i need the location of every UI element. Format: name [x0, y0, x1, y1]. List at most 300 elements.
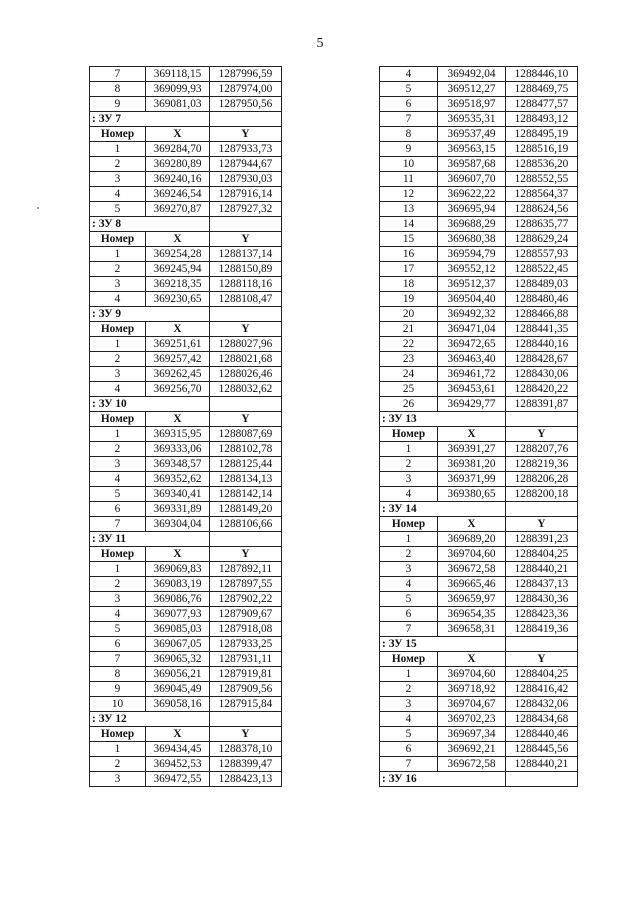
x-coordinate-cell: 369594,79 [438, 247, 506, 262]
y-coordinate-cell: 1288391,87 [506, 397, 578, 412]
y-coordinate-cell: 1288480,46 [506, 292, 578, 307]
x-coordinate-cell: 369262,45 [146, 367, 210, 382]
x-coordinate-cell: 369331,89 [146, 502, 210, 517]
header-y: Y [506, 517, 578, 532]
x-coordinate-cell: 369504,40 [438, 292, 506, 307]
table-row [90, 457, 282, 472]
x-coordinate-cell: 369065,32 [146, 652, 210, 667]
table-row [90, 667, 282, 682]
x-coordinate-cell: 369280,89 [146, 157, 210, 172]
column-header-row [90, 412, 282, 427]
x-coordinate-cell: 369256,70 [146, 382, 210, 397]
x-coordinate-cell: 369552,12 [438, 262, 506, 277]
header-x: X [146, 547, 210, 562]
point-number-cell: 3 [380, 472, 438, 487]
header-y: Y [506, 652, 578, 667]
point-number-cell: 4 [380, 67, 438, 82]
y-coordinate-cell: 1287933,73 [210, 142, 282, 157]
table-row [90, 337, 282, 352]
table-row [380, 112, 578, 127]
x-coordinate-cell: 369702,23 [438, 712, 506, 727]
point-number-cell: 23 [380, 352, 438, 367]
table-row [380, 622, 578, 637]
x-coordinate-cell: 369537,49 [438, 127, 506, 142]
x-coordinate-cell: 369058,16 [146, 697, 210, 712]
header-number: Номер [90, 127, 146, 142]
point-number-cell: 8 [90, 82, 146, 97]
table-row [380, 277, 578, 292]
table-row [380, 712, 578, 727]
x-coordinate-cell: 369492,32 [438, 307, 506, 322]
point-number-cell: 16 [380, 247, 438, 262]
x-coordinate-cell: 369270,87 [146, 202, 210, 217]
x-coordinate-cell: 369348,57 [146, 457, 210, 472]
table-row [380, 532, 578, 547]
x-coordinate-cell: 369665,46 [438, 577, 506, 592]
y-coordinate-cell: 1287902,22 [210, 592, 282, 607]
y-coordinate-cell: 1288629,24 [506, 232, 578, 247]
table-row [380, 142, 578, 157]
x-coordinate-cell: 369429,77 [438, 397, 506, 412]
point-number-cell: 2 [90, 442, 146, 457]
table-row [380, 97, 578, 112]
empty-cell [506, 772, 578, 787]
point-number-cell: 11 [380, 172, 438, 187]
point-number-cell: 4 [90, 187, 146, 202]
y-coordinate-cell: 1288027,96 [210, 337, 282, 352]
left-coordinates-column [89, 66, 282, 787]
point-number-cell: 6 [90, 502, 146, 517]
column-header-row [90, 127, 282, 142]
table-row [90, 292, 282, 307]
point-number-cell: 20 [380, 307, 438, 322]
section-header-row [380, 412, 578, 427]
table-row [380, 577, 578, 592]
point-number-cell: 1 [90, 337, 146, 352]
x-coordinate-cell: 369512,27 [438, 82, 506, 97]
x-coordinate-cell: 369099,93 [146, 82, 210, 97]
point-number-cell: 3 [90, 592, 146, 607]
table-row [90, 367, 282, 382]
y-coordinate-cell: 1288423,36 [506, 607, 578, 622]
y-coordinate-cell: 1288200,18 [506, 487, 578, 502]
empty-cell [506, 412, 578, 427]
point-number-cell: 2 [90, 157, 146, 172]
x-coordinate-cell: 369304,04 [146, 517, 210, 532]
point-number-cell: 6 [90, 637, 146, 652]
y-coordinate-cell: 1288118,16 [210, 277, 282, 292]
point-number-cell: 7 [380, 112, 438, 127]
empty-cell [210, 307, 282, 322]
y-coordinate-cell: 1288624,56 [506, 202, 578, 217]
left-coordinates-table [89, 66, 282, 787]
point-number-cell: 5 [90, 202, 146, 217]
column-header-row [90, 727, 282, 742]
table-row [380, 727, 578, 742]
point-number-cell: 2 [380, 547, 438, 562]
y-coordinate-cell: 1288446,10 [506, 67, 578, 82]
y-coordinate-cell: 1288137,14 [210, 247, 282, 262]
table-row [90, 247, 282, 262]
x-coordinate-cell: 369672,58 [438, 757, 506, 772]
x-coordinate-cell: 369463,40 [438, 352, 506, 367]
point-number-cell: 13 [380, 202, 438, 217]
header-x: X [146, 322, 210, 337]
y-coordinate-cell: 1288428,67 [506, 352, 578, 367]
section-label: : ЗУ 9 [90, 307, 210, 322]
point-number-cell: 2 [380, 457, 438, 472]
header-y: Y [210, 727, 282, 742]
right-table-body [380, 67, 578, 787]
y-coordinate-cell: 1288430,36 [506, 592, 578, 607]
point-number-cell: 3 [90, 772, 146, 787]
point-number-cell: 12 [380, 187, 438, 202]
table-row [380, 127, 578, 142]
table-row [380, 82, 578, 97]
header-y: Y [506, 427, 578, 442]
table-row [90, 487, 282, 502]
empty-cell [506, 502, 578, 517]
point-number-cell: 8 [380, 127, 438, 142]
y-coordinate-cell: 1288440,16 [506, 337, 578, 352]
x-coordinate-cell: 369230,65 [146, 292, 210, 307]
y-coordinate-cell: 1288404,25 [506, 547, 578, 562]
y-coordinate-cell: 1287950,56 [210, 97, 282, 112]
y-coordinate-cell: 1288106,66 [210, 517, 282, 532]
y-coordinate-cell: 1288440,46 [506, 727, 578, 742]
x-coordinate-cell: 369704,60 [438, 547, 506, 562]
table-row [380, 472, 578, 487]
table-row [380, 697, 578, 712]
point-number-cell: 4 [380, 577, 438, 592]
table-row [90, 682, 282, 697]
point-number-cell: 3 [380, 697, 438, 712]
table-row [90, 97, 282, 112]
y-coordinate-cell: 1288142,14 [210, 487, 282, 502]
x-coordinate-cell: 369471,04 [438, 322, 506, 337]
y-coordinate-cell: 1288032,62 [210, 382, 282, 397]
column-header-row [380, 517, 578, 532]
table-row [380, 397, 578, 412]
y-coordinate-cell: 1288026,46 [210, 367, 282, 382]
y-coordinate-cell: 1288522,45 [506, 262, 578, 277]
table-row [90, 277, 282, 292]
point-number-cell: 1 [90, 742, 146, 757]
table-row [380, 337, 578, 352]
x-coordinate-cell: 369692,21 [438, 742, 506, 757]
y-coordinate-cell: 1288150,89 [210, 262, 282, 277]
x-coordinate-cell: 369704,67 [438, 697, 506, 712]
x-coordinate-cell: 369284,70 [146, 142, 210, 157]
x-coordinate-cell: 369452,53 [146, 757, 210, 772]
table-row [380, 757, 578, 772]
point-number-cell: 14 [380, 217, 438, 232]
x-coordinate-cell: 369333,06 [146, 442, 210, 457]
y-coordinate-cell: 1288440,21 [506, 757, 578, 772]
table-row [90, 262, 282, 277]
y-coordinate-cell: 1287909,67 [210, 607, 282, 622]
x-coordinate-cell: 369695,94 [438, 202, 506, 217]
x-coordinate-cell: 369512,37 [438, 277, 506, 292]
empty-cell [210, 532, 282, 547]
table-row [380, 547, 578, 562]
empty-cell [210, 712, 282, 727]
x-coordinate-cell: 369315,95 [146, 427, 210, 442]
x-coordinate-cell: 369453,61 [438, 382, 506, 397]
point-number-cell: 6 [380, 97, 438, 112]
x-coordinate-cell: 369254,28 [146, 247, 210, 262]
y-coordinate-cell: 1288134,13 [210, 472, 282, 487]
table-row [90, 157, 282, 172]
y-coordinate-cell: 1288404,25 [506, 667, 578, 682]
table-row [380, 562, 578, 577]
point-number-cell: 6 [380, 742, 438, 757]
x-coordinate-cell: 369069,83 [146, 562, 210, 577]
x-coordinate-cell: 369492,04 [438, 67, 506, 82]
table-row [90, 622, 282, 637]
table-row [380, 682, 578, 697]
x-coordinate-cell: 369688,29 [438, 217, 506, 232]
point-number-cell: 2 [90, 352, 146, 367]
x-coordinate-cell: 369718,92 [438, 682, 506, 697]
header-number: Номер [90, 232, 146, 247]
point-number-cell: 1 [90, 427, 146, 442]
point-number-cell: 21 [380, 322, 438, 337]
y-coordinate-cell: 1287927,32 [210, 202, 282, 217]
table-row [380, 67, 578, 82]
x-coordinate-cell: 369658,31 [438, 622, 506, 637]
point-number-cell: 4 [90, 292, 146, 307]
y-coordinate-cell: 1288635,77 [506, 217, 578, 232]
point-number-cell: 7 [90, 652, 146, 667]
x-coordinate-cell: 369083,19 [146, 577, 210, 592]
x-coordinate-cell: 369680,38 [438, 232, 506, 247]
y-coordinate-cell: 1288466,88 [506, 307, 578, 322]
y-coordinate-cell: 1287897,55 [210, 577, 282, 592]
x-coordinate-cell: 369391,27 [438, 442, 506, 457]
point-number-cell: 4 [90, 472, 146, 487]
y-coordinate-cell: 1288489,03 [506, 277, 578, 292]
point-number-cell: 9 [90, 682, 146, 697]
point-number-cell: 26 [380, 397, 438, 412]
x-coordinate-cell: 369689,20 [438, 532, 506, 547]
right-coordinates-column [379, 66, 578, 787]
x-coordinate-cell: 369081,03 [146, 97, 210, 112]
y-coordinate-cell: 1287944,67 [210, 157, 282, 172]
table-row [380, 352, 578, 367]
x-coordinate-cell: 369563,15 [438, 142, 506, 157]
y-coordinate-cell: 1287974,00 [210, 82, 282, 97]
column-header-row [380, 427, 578, 442]
y-coordinate-cell: 1288493,12 [506, 112, 578, 127]
table-row [380, 202, 578, 217]
x-coordinate-cell: 369240,16 [146, 172, 210, 187]
y-coordinate-cell: 1288495,19 [506, 127, 578, 142]
y-coordinate-cell: 1288552,55 [506, 172, 578, 187]
x-coordinate-cell: 369371,99 [438, 472, 506, 487]
point-number-cell: 3 [90, 367, 146, 382]
point-number-cell: 18 [380, 277, 438, 292]
point-number-cell: 5 [380, 727, 438, 742]
point-number-cell: 4 [90, 382, 146, 397]
table-row [380, 247, 578, 262]
table-row [90, 652, 282, 667]
right-coordinates-table [379, 66, 578, 787]
x-coordinate-cell: 369118,15 [146, 67, 210, 82]
table-row [90, 637, 282, 652]
x-coordinate-cell: 369472,65 [438, 337, 506, 352]
y-coordinate-cell: 1288219,36 [506, 457, 578, 472]
table-row [380, 307, 578, 322]
table-row [90, 742, 282, 757]
x-coordinate-cell: 369704,60 [438, 667, 506, 682]
section-label: : ЗУ 12 [90, 712, 210, 727]
table-row [380, 592, 578, 607]
x-coordinate-cell: 369654,35 [438, 607, 506, 622]
header-y: Y [210, 322, 282, 337]
y-coordinate-cell: 1288564,37 [506, 187, 578, 202]
point-number-cell: 1 [90, 142, 146, 157]
header-number: Номер [380, 652, 438, 667]
x-coordinate-cell: 369622,22 [438, 187, 506, 202]
x-coordinate-cell: 369434,45 [146, 742, 210, 757]
table-row [380, 382, 578, 397]
x-coordinate-cell: 369352,62 [146, 472, 210, 487]
y-coordinate-cell: 1288432,06 [506, 697, 578, 712]
table-row [380, 292, 578, 307]
table-row [90, 592, 282, 607]
y-coordinate-cell: 1288149,20 [210, 502, 282, 517]
section-label: : ЗУ 10 [90, 397, 210, 412]
table-row [380, 487, 578, 502]
y-coordinate-cell: 1288423,13 [210, 772, 282, 787]
point-number-cell: 2 [380, 682, 438, 697]
y-coordinate-cell: 1288536,20 [506, 157, 578, 172]
y-coordinate-cell: 1288516,19 [506, 142, 578, 157]
point-number-cell: 9 [90, 97, 146, 112]
point-number-cell: 1 [90, 562, 146, 577]
x-coordinate-cell: 369067,05 [146, 637, 210, 652]
y-coordinate-cell: 1287919,81 [210, 667, 282, 682]
column-header-row [90, 547, 282, 562]
section-label: : ЗУ 15 [380, 637, 506, 652]
y-coordinate-cell: 1287892,11 [210, 562, 282, 577]
table-row [90, 577, 282, 592]
y-coordinate-cell: 1288477,57 [506, 97, 578, 112]
section-header-row [90, 217, 282, 232]
header-number: Номер [380, 517, 438, 532]
header-number: Номер [380, 427, 438, 442]
table-row [380, 607, 578, 622]
y-coordinate-cell: 1288441,35 [506, 322, 578, 337]
point-number-cell: 19 [380, 292, 438, 307]
header-x: X [146, 727, 210, 742]
header-x: X [146, 412, 210, 427]
column-header-row [90, 232, 282, 247]
left-table-body [90, 67, 282, 787]
point-number-cell: 1 [90, 247, 146, 262]
y-coordinate-cell: 1287996,59 [210, 67, 282, 82]
y-coordinate-cell: 1288378,10 [210, 742, 282, 757]
x-coordinate-cell: 369245,94 [146, 262, 210, 277]
y-coordinate-cell: 1288125,44 [210, 457, 282, 472]
point-number-cell: 22 [380, 337, 438, 352]
table-row [380, 232, 578, 247]
table-row [90, 187, 282, 202]
empty-cell [210, 217, 282, 232]
point-number-cell: 10 [90, 697, 146, 712]
x-coordinate-cell: 369461,72 [438, 367, 506, 382]
section-label: : ЗУ 14 [380, 502, 506, 517]
point-number-cell: 25 [380, 382, 438, 397]
point-number-cell: 4 [90, 607, 146, 622]
table-row [90, 172, 282, 187]
x-coordinate-cell: 369077,93 [146, 607, 210, 622]
y-coordinate-cell: 1288469,75 [506, 82, 578, 97]
x-coordinate-cell: 369697,34 [438, 727, 506, 742]
header-y: Y [210, 412, 282, 427]
y-coordinate-cell: 1288087,69 [210, 427, 282, 442]
table-row [380, 742, 578, 757]
header-x: X [438, 427, 506, 442]
header-x: X [438, 517, 506, 532]
y-coordinate-cell: 1287916,14 [210, 187, 282, 202]
y-coordinate-cell: 1287909,56 [210, 682, 282, 697]
table-row [90, 472, 282, 487]
point-number-cell: 4 [380, 487, 438, 502]
point-number-cell: 3 [90, 277, 146, 292]
y-coordinate-cell: 1288207,76 [506, 442, 578, 457]
y-coordinate-cell: 1287915,84 [210, 697, 282, 712]
x-coordinate-cell: 369659,97 [438, 592, 506, 607]
header-y: Y [210, 547, 282, 562]
table-row [90, 427, 282, 442]
header-number: Номер [90, 322, 146, 337]
x-coordinate-cell: 369085,03 [146, 622, 210, 637]
y-coordinate-cell: 1288420,22 [506, 382, 578, 397]
point-number-cell: 7 [380, 757, 438, 772]
header-y: Y [210, 232, 282, 247]
point-number-cell: 9 [380, 142, 438, 157]
table-row [380, 367, 578, 382]
x-coordinate-cell: 369472,55 [146, 772, 210, 787]
x-coordinate-cell: 369218,35 [146, 277, 210, 292]
table-row [90, 82, 282, 97]
point-number-cell: 7 [90, 67, 146, 82]
table-row [380, 322, 578, 337]
section-header-row [380, 637, 578, 652]
x-coordinate-cell: 369251,61 [146, 337, 210, 352]
section-header-row [90, 307, 282, 322]
empty-cell [506, 637, 578, 652]
point-number-cell: 4 [380, 712, 438, 727]
section-header-row [380, 502, 578, 517]
section-header-row [90, 112, 282, 127]
x-coordinate-cell: 369380,65 [438, 487, 506, 502]
page-number: 5 [316, 36, 324, 51]
empty-cell [210, 397, 282, 412]
point-number-cell: 7 [90, 517, 146, 532]
y-coordinate-cell: 1288434,68 [506, 712, 578, 727]
point-number-cell: 5 [90, 622, 146, 637]
table-row [90, 502, 282, 517]
header-x: X [438, 652, 506, 667]
table-row [90, 142, 282, 157]
section-header-row [90, 712, 282, 727]
x-coordinate-cell: 369381,20 [438, 457, 506, 472]
header-number: Номер [90, 412, 146, 427]
y-coordinate-cell: 1288437,13 [506, 577, 578, 592]
